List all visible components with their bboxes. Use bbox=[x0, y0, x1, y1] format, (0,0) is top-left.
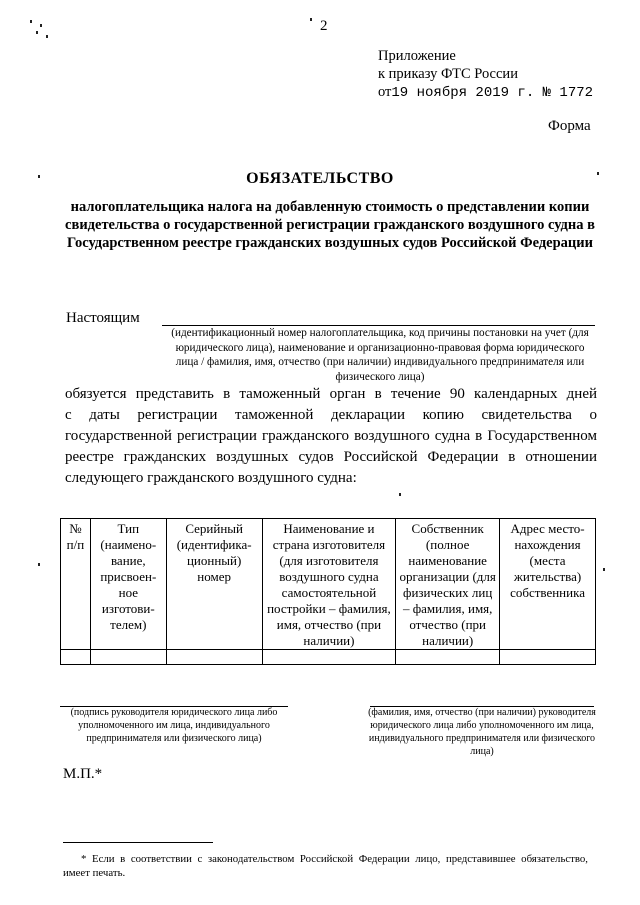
appendix-line1: Приложение bbox=[378, 48, 456, 64]
table-cell[interactable] bbox=[500, 650, 596, 665]
table-cell[interactable] bbox=[61, 650, 91, 665]
scan-speck bbox=[30, 20, 32, 23]
table-header-row bbox=[61, 519, 596, 650]
col-type-header: Тип (наимено-вание, присвоен-ное изготови-телем) bbox=[90, 519, 166, 650]
scan-speck bbox=[36, 31, 38, 34]
col-number-header: № п/п bbox=[61, 519, 91, 650]
obligation-line: с даты регистрации таможенной декларации копию свидетельства о bbox=[65, 407, 597, 423]
nastoyashchim-label: Настоящим bbox=[66, 310, 140, 326]
appendix-line3 bbox=[378, 83, 593, 102]
footnote bbox=[63, 852, 588, 880]
document-title: ОБЯЗАТЕЛЬСТВО bbox=[246, 170, 394, 187]
aircraft-table bbox=[60, 518, 596, 665]
footnote-text: * Если в соответствии с законодательством Российской Федерации лицо, представившее обязательство, имеет печать. bbox=[63, 853, 588, 879]
table-cell[interactable] bbox=[90, 650, 166, 665]
table-row bbox=[61, 650, 596, 665]
scan-speck bbox=[399, 493, 401, 496]
scan-speck bbox=[40, 24, 42, 27]
fullname-caption: (фамилия, имя, отчество (при наличии) руководителя юридического лица либо уполномоченного им лица, индивидуального предпринимателя или физического лица) bbox=[368, 707, 596, 757]
scan-speck bbox=[38, 563, 40, 566]
table-cell[interactable] bbox=[262, 650, 396, 665]
col-manufacturer-header: Наименование и страна изготовителя (для изготовителя воздушного судна самостоятельной постройки – фамилия, имя, отчество (при наличии) bbox=[262, 519, 396, 650]
obligation-line: обязуется представить в таможенный орган в течение 90 календарных дней bbox=[65, 386, 597, 402]
page-number: 2 bbox=[320, 18, 328, 34]
form-label: Форма bbox=[548, 118, 591, 134]
obligation-line: государственной регистрации гражданского воздушного судна в Государственном bbox=[65, 428, 597, 444]
col-owner-header: Собственник (полное наименование организации (для физических лиц – фамилия, имя, отчество (при наличии) bbox=[396, 519, 500, 650]
stamp-label: М.П.* bbox=[63, 766, 103, 782]
scan-speck bbox=[46, 35, 48, 38]
document-subtitle: налогоплательщика налога на добавленную стоимость о представлении копии свидетельства о государственной регистрации гражданского воздушного судна в Государственном реестре гражданских воздушных судов Российской Федерации bbox=[65, 199, 595, 251]
scan-speck bbox=[310, 18, 312, 21]
appendix-line2: к приказу ФТС России bbox=[378, 66, 518, 82]
taxpayer-caption: (идентификационный номер налогоплательщика, код причины постановки на учет (для юридического лица), наименование и организационно-правовая форма юридического лица / фамилия, имя, отчество (при наличии) индивидуального предпринимателя или физического лица) bbox=[171, 327, 589, 383]
footnote-separator bbox=[63, 842, 213, 843]
obligation-line: следующего гражданского воздушного судна: bbox=[65, 470, 357, 486]
col-serial-header: Серийный (идентифика-ционный) номер bbox=[166, 519, 262, 650]
col-address-header: Адрес место-нахождения (места жительства) собственника bbox=[500, 519, 596, 650]
scan-speck bbox=[603, 568, 605, 571]
order-date-number: 19 ноября 2019 г. № 1772 bbox=[391, 85, 594, 101]
appendix-prefix: от bbox=[378, 84, 392, 100]
table-cell[interactable] bbox=[166, 650, 262, 665]
table-cell[interactable] bbox=[396, 650, 500, 665]
obligation-line: реестре гражданских воздушных судов Российской Федерации в отношении bbox=[65, 449, 597, 465]
signature-caption: (подпись руководителя юридического лица либо уполномоченного им лица, индивидуального предпринимателя или физического лица) bbox=[70, 707, 278, 744]
obligation-text bbox=[65, 384, 597, 489]
appendix-block bbox=[378, 47, 593, 102]
